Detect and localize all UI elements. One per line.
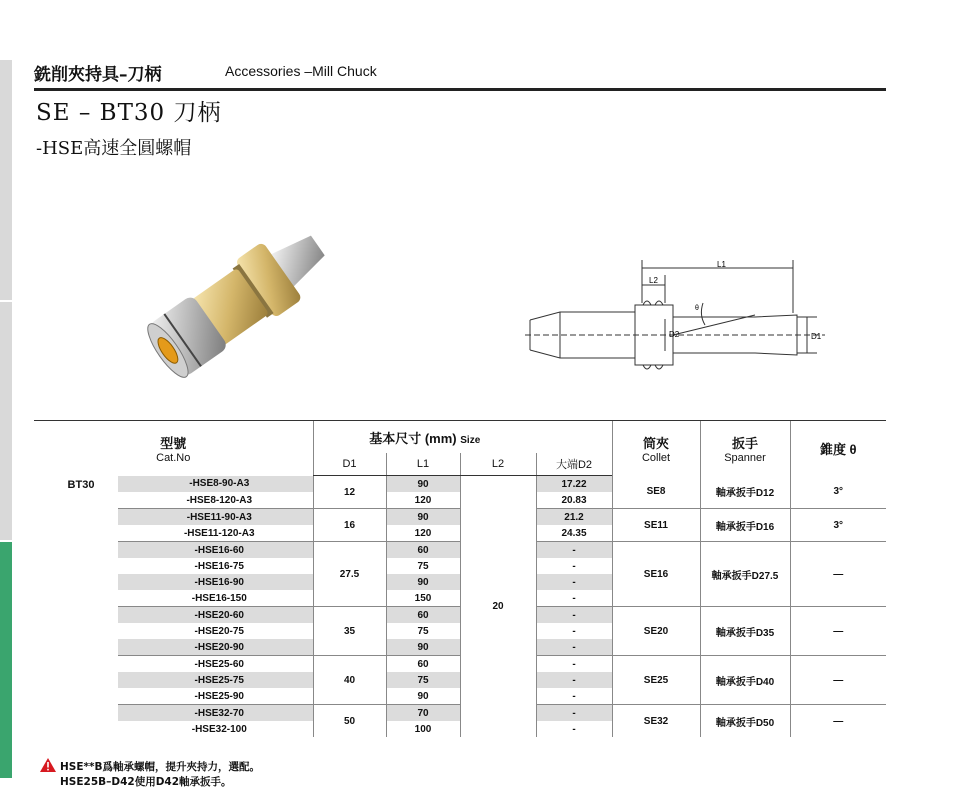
header-l1: L1: [386, 453, 460, 476]
d1-value: 35: [313, 607, 386, 656]
d1-value: 40: [313, 656, 386, 705]
d2-value: -: [536, 688, 612, 705]
group-label: BT30: [67, 478, 95, 491]
table-row: [34, 476, 886, 493]
cat-number: -HSE25-90: [118, 688, 313, 705]
spanner-value: 軸承扳手D16: [700, 509, 790, 542]
d2-value: 21.2: [536, 509, 612, 526]
collet-value: SE16: [612, 542, 700, 607]
d2-value: -: [536, 705, 612, 722]
cat-number: -HSE11-90-A3: [118, 509, 313, 526]
header-collet: 筒夾 Collet: [612, 421, 700, 476]
d1-value: 50: [313, 705, 386, 738]
label-l1: L1: [717, 260, 726, 269]
category-en: Accessories –Mill Chuck: [225, 63, 377, 79]
spanner-value: 軸承扳手D27.5: [700, 542, 790, 607]
l1-value: 120: [386, 492, 460, 509]
note-line-2: HSE25B–D42使用D42軸承扳手。: [60, 776, 232, 788]
footnote: [40, 758, 260, 790]
cat-number: -HSE16-90: [118, 574, 313, 590]
l1-value: 90: [386, 639, 460, 656]
product-title: SE – BT30 刀柄: [36, 100, 222, 126]
collet-value: SE11: [612, 509, 700, 542]
spec-table: [34, 420, 886, 737]
collet-value: SE25: [612, 656, 700, 705]
cat-number: -HSE11-120-A3: [118, 525, 313, 542]
d1-value: 16: [313, 509, 386, 542]
l1-value: 60: [386, 542, 460, 559]
collet-value: SE20: [612, 607, 700, 656]
l1-value: 60: [386, 607, 460, 624]
d1-value: 12: [313, 476, 386, 509]
category-cn: 銑削夾持具–刀柄: [34, 65, 162, 85]
d2-value: -: [536, 639, 612, 656]
taper-value: —: [790, 656, 886, 705]
cat-number: -HSE32-70: [118, 705, 313, 722]
d1-value: 27.5: [313, 542, 386, 607]
d2-value: -: [536, 607, 612, 624]
product-subtitle: -HSE高速全圓螺帽: [36, 138, 192, 159]
header-d2: 大端D2: [536, 453, 612, 476]
note-line-1: HSE**B爲軸承螺帽，提升夾持力，選配。: [60, 761, 261, 773]
taper-value: —: [790, 607, 886, 656]
l1-value: 75: [386, 623, 460, 639]
taper-value: 3°: [790, 509, 886, 542]
cat-number: -HSE8-120-A3: [118, 492, 313, 509]
d2-value: -: [536, 558, 612, 574]
l2-value: 20: [460, 476, 536, 738]
cat-number: -HSE20-60: [118, 607, 313, 624]
tool-holder-photo: [140, 210, 340, 390]
l1-value: 75: [386, 672, 460, 688]
header-catno: 型號 Cat.No: [34, 421, 313, 476]
l1-value: 100: [386, 721, 460, 737]
collet-value: SE32: [612, 705, 700, 738]
l1-value: 120: [386, 525, 460, 542]
d2-value: -: [536, 590, 612, 607]
cat-number: -HSE16-60: [118, 542, 313, 559]
header-taper: 錐度 θ: [790, 421, 886, 476]
spanner-value: 軸承扳手D40: [700, 656, 790, 705]
d2-value: 17.22: [536, 476, 612, 493]
spanner-value: 軸承扳手D50: [700, 705, 790, 738]
d2-value: -: [536, 574, 612, 590]
d2-value: -: [536, 721, 612, 737]
taper-value: —: [790, 705, 886, 738]
label-d1: D1: [811, 332, 822, 341]
cat-number: -HSE20-90: [118, 639, 313, 656]
d2-value: -: [536, 542, 612, 559]
cat-number: -HSE25-75: [118, 672, 313, 688]
cat-number: -HSE16-150: [118, 590, 313, 607]
cat-number: -HSE8-90-A3: [118, 476, 313, 493]
technical-drawing: [525, 255, 835, 390]
l1-value: 90: [386, 476, 460, 493]
header-spanner: 扳手 Spanner: [700, 421, 790, 476]
l1-value: 70: [386, 705, 460, 722]
header-size: 基本尺寸 (mm) Size: [313, 421, 536, 454]
cat-number: -HSE16-75: [194, 560, 244, 572]
cat-number: -HSE32-100: [191, 723, 247, 735]
l1-value: 90: [386, 509, 460, 526]
header-d1: D1: [313, 453, 386, 476]
cat-number: -HSE25-60: [194, 658, 244, 670]
collet-value: SE8: [612, 476, 700, 509]
side-tab-3[interactable]: [0, 542, 12, 778]
taper-value: 3°: [790, 476, 886, 509]
l1-value: 60: [386, 656, 460, 673]
spanner-value: 軸承扳手D12: [700, 476, 790, 509]
l1-value: 150: [386, 590, 460, 607]
d2-value: 20.83: [536, 492, 612, 509]
d2-value: -: [536, 672, 612, 688]
side-tab-1[interactable]: [0, 60, 12, 300]
l1-value: 90: [386, 574, 460, 590]
warning-icon: [40, 758, 56, 772]
d2-value: -: [536, 656, 612, 673]
section-header: [34, 58, 886, 91]
l1-value: 90: [386, 688, 460, 705]
d2-value: 24.35: [536, 525, 612, 542]
label-theta: θ: [695, 305, 699, 312]
header-l2: L2: [460, 453, 536, 476]
label-l2: L2: [649, 276, 658, 285]
d2-value: -: [536, 623, 612, 639]
taper-value: —: [790, 542, 886, 607]
side-tab-2[interactable]: [0, 302, 12, 540]
spanner-value: 軸承扳手D35: [700, 607, 790, 656]
cat-number: -HSE20-75: [194, 625, 244, 637]
label-d2: D2: [669, 330, 680, 339]
l1-value: 75: [386, 558, 460, 574]
